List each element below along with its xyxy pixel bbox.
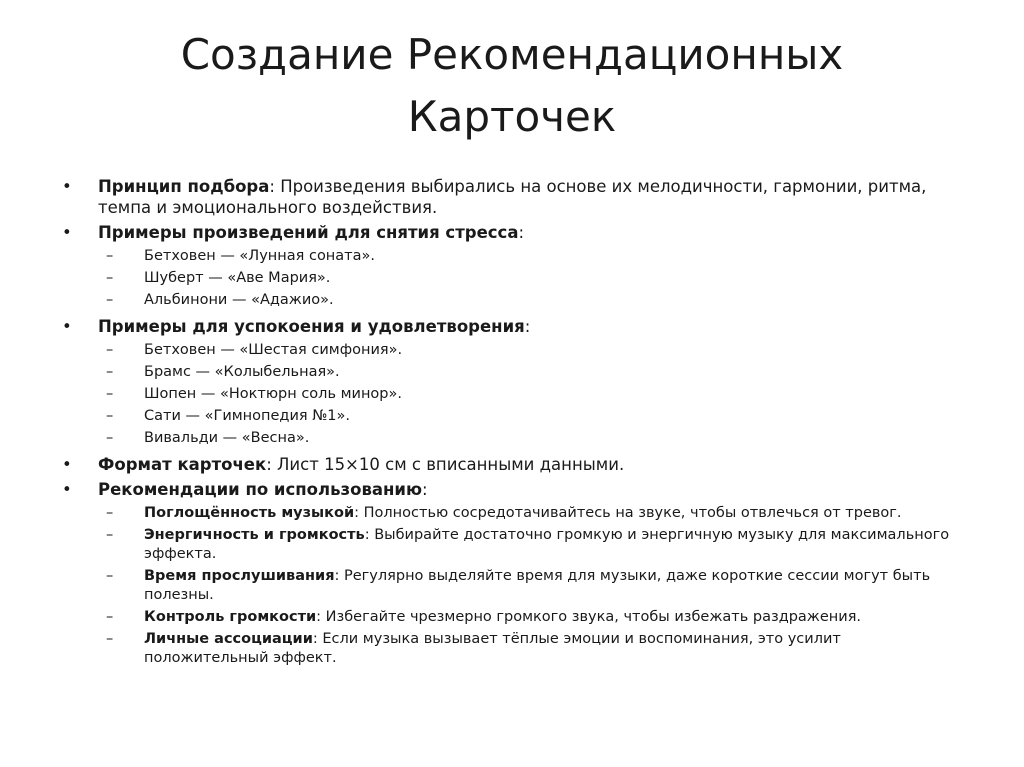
bullet-icon: • [62,223,72,242]
slide-body [62,176,962,671]
recommendation-heading: Время прослушивания [144,568,335,584]
recommendation-item [62,526,962,564]
recommendation-text: : Избегайте чрезмерно громкого звука, чтобы избежать раздражения. [316,609,862,625]
sub-item [62,385,962,404]
dash-icon: – [106,386,114,402]
sub-item-text: Альбинони — «Адажио». [144,292,334,308]
dash-icon: – [106,609,114,625]
recommendation-heading: Энергичность и громкость [144,527,365,543]
bullet-icon: • [62,177,72,196]
sub-item-text: Бетховен — «Шестая симфония». [144,342,403,358]
recommendation-text: : Полностью сосредотачивайтесь на звуке, чтобы отвлечься от тревог. [354,505,902,521]
bullet-heading: Принцип подбора [98,177,270,196]
dash-icon: – [106,527,114,543]
bullet-text: : [524,317,531,336]
dash-icon: – [106,408,114,424]
bullet-card-format [62,454,962,475]
recommendation-text: : Выбирайте достаточно громкую и энергичную музыку для максимального эффекта. [144,527,950,562]
recommendation-text: : Регулярно выделяйте время для музыки, даже короткие сессии могут быть полезны. [144,568,931,603]
sub-item-text: Бетховен — «Лунная соната». [144,248,375,264]
sub-item-text: Шопен — «Ноктюрн соль минор». [144,386,402,402]
recommendation-heading: Поглощённость музыкой [144,505,355,521]
title-line-1: Создание Рекомендационных [180,30,844,79]
recommendation-item [62,608,962,627]
sub-item [62,429,962,448]
bullet-text: : [422,480,428,499]
recommendation-heading: Личные ассоциации [144,631,313,647]
recommendation-text: : Если музыка вызывает тёплые эмоции и воспоминания, это усилит положительный эффект. [144,631,841,666]
dash-icon: – [106,292,114,308]
bullet-selection-principle [62,176,962,218]
slide-title [90,24,934,148]
dash-icon: – [106,342,114,358]
recommendation-item [62,504,962,523]
sub-item [62,407,962,426]
recommendations-list [62,504,962,668]
dash-icon: – [106,248,114,264]
recommendation-heading: Контроль громкости [144,609,317,625]
sub-item [62,363,962,382]
sub-item [62,291,962,310]
bullet-text: : [518,223,525,242]
bullet-calming-examples [62,316,962,337]
bullet-heading: Примеры для успокоения и удовлетворения [98,317,525,336]
dash-icon: – [106,631,114,647]
bullet-usage-recommendations [62,479,962,500]
bullet-icon: • [62,480,72,499]
bullet-text: : Лист 15×10 см с вписанными данными. [266,455,625,474]
dash-icon: – [106,364,114,380]
bullet-heading: Рекомендации по использованию [98,480,423,499]
bullet-text: : Произведения выбирались на основе их мелодичности, гармонии, ритма, темпа и эмоционального воздействия. [98,177,927,217]
bullet-heading: Формат карточек [98,455,267,474]
dash-icon: – [106,270,114,286]
sub-item-text: Брамс — «Колыбельная». [144,364,340,380]
bullet-icon: • [62,317,72,336]
bullet-stress-relief-examples [62,222,962,243]
dash-icon: – [106,568,114,584]
dash-icon: – [106,505,114,521]
sub-item [62,247,962,266]
sub-item [62,341,962,360]
bullet-heading: Примеры произведений для снятия стресса [98,223,519,242]
sub-item-text: Шуберт — «Аве Мария». [144,270,331,286]
sub-item-text: Сати — «Гимнопедия №1». [144,408,350,424]
recommendation-item [62,630,962,668]
dash-icon: – [106,430,114,446]
bullet-icon: • [62,455,72,474]
sub-item [62,269,962,288]
recommendation-item [62,567,962,605]
sub-item-text: Вивальди — «Весна». [144,430,310,446]
title-line-2: Карточек [407,92,617,141]
